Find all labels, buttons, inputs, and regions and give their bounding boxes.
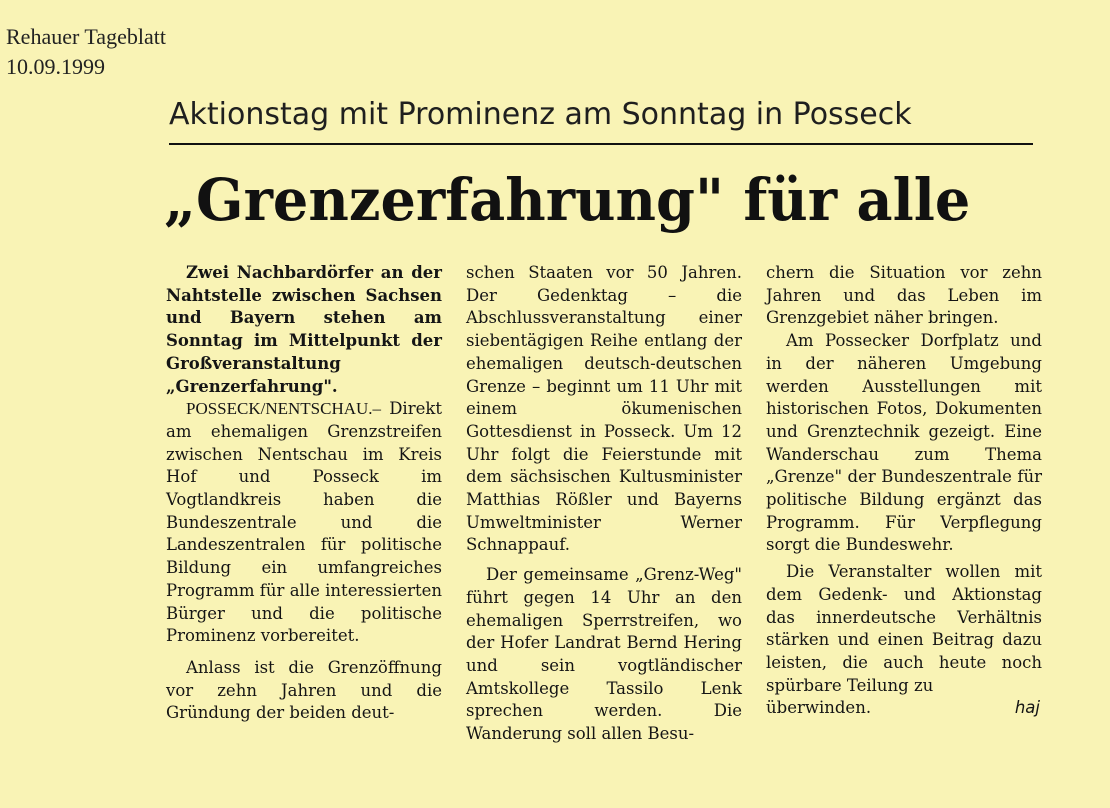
closing-line <box>766 697 1042 720</box>
column-1 <box>166 262 442 725</box>
paragraph-5: Die Veranstalter wollen mit dem Gedenk- und Aktionstag das innerdeutsche Verhältnis stärken und einen Beitrag dazu leisten, die auch heute noch spürbare Teilung zu <box>766 562 1042 695</box>
column-3 <box>766 262 1042 720</box>
paragraph-3-start: Der gemeinsame „Grenz-Weg" führt gegen 14 Uhr an den ehemaligen Sperrstreifen, wo der Hofer Landrat Bernd Hering und sein vogtländischer Amtskollege Tassilo Lenk sprechen werden. Die Wanderung soll allen Besu- <box>466 565 742 744</box>
article-lead: Zwei Nachbardörfer an der Nahtstelle zwischen Sachsen und Bayern stehen am Sonntag im Mittelpunkt der Großveranstaltung „Grenzerfahrung". <box>166 263 442 396</box>
source-info <box>6 22 166 82</box>
paragraph-2-cont: schen Staaten vor 50 Jahren. Der Gedenktag – die Abschlussveranstaltung einer siebentägigen Reihe entlang der ehemaligen deutsch-deutschen Grenze – beginnt um 11 Uhr mit einem ökumenischen Gottesdienst in Posseck. Um 12 Uhr folgt die Feierstunde mit dem sächsischen Kultusminister Matthias Rößler und Bayerns Umweltminister Werner Schnappauf. <box>466 263 742 555</box>
article-kicker: Aktionstag mit Prominenz am Sonntag in Posseck <box>169 97 912 132</box>
publication-date: 10.09.1999 <box>6 54 105 79</box>
paragraph-2-start: Anlass ist die Grenzöffnung vor zehn Jahren und die Gründung der beiden deut- <box>166 657 442 723</box>
dateline: POSSECK/NENTSCHAU.– <box>186 399 382 419</box>
paragraph-3-cont: chern die Situation vor zehn Jahren und das Leben im Grenzgebiet näher bringen. <box>766 263 1042 328</box>
closing-word: überwinden. <box>766 698 872 718</box>
paragraph-4: Am Possecker Dorfplatz und in der näheren Umgebung werden Ausstellungen mit historischen Fotos, Dokumenten und Grenztechnik gezeigt. Eine Wanderschau zum Thema „Grenze" der Bundeszentrale für politische Bildung ergänzt das Programm. Für Verpflegung sorgt die Bundeswehr. <box>766 331 1042 555</box>
article-headline: „Grenzerfahrung" für alle <box>164 166 971 234</box>
newspaper-name: Rehauer Tageblatt <box>6 24 166 49</box>
kicker-rule <box>169 143 1033 145</box>
column-2 <box>466 262 742 746</box>
author-signature: haj <box>1014 698 1040 718</box>
paragraph-1: POSSECK/NENTSCHAU.– Direkt am ehemaligen Grenzstreifen zwischen Nentschau im Kreis Hof und Posseck im Vogtlandkreis haben die Bundeszentrale und die Landeszentralen für politische Bildung ein umfangreiches Programm für alle interessierten Bürger und die politische Prominenz vorbereitet. <box>166 399 442 646</box>
